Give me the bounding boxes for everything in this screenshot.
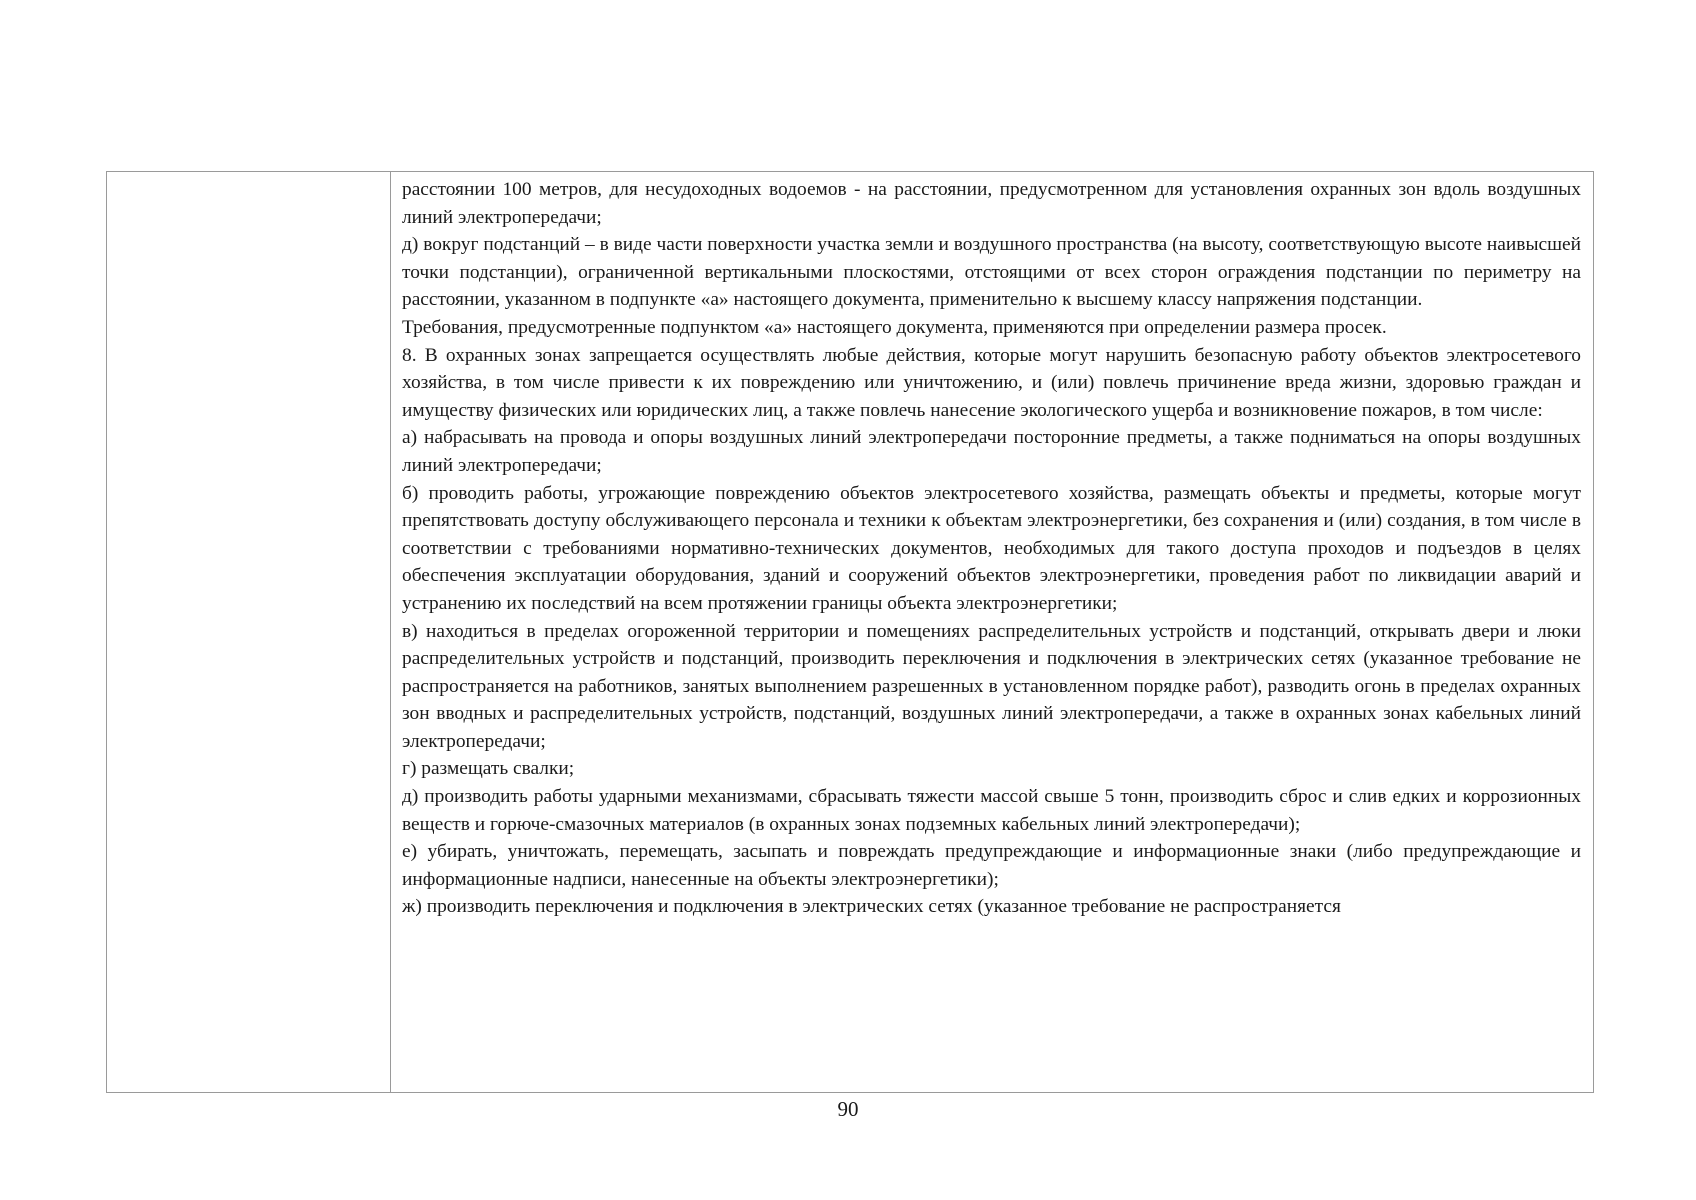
paragraph-item-d-substations: д) вокруг подстанций – в виде части поверхности участка земли и воздушного пространства (на высоту, соответствующую высоте наивысшей точки подстанции), ограниченной вертикальными плоскостями, отстоящими от всех сторон ограждения подстанции по периметру на расстоянии, указанном в подпункте «а» настоящего документа, применительно к высшему классу напряжения подстанции. [402,234,1581,311]
paragraph-item-b: б) проводить работы, угрожающие повреждению объектов электросетевого хозяйства, размещать объекты и предметы, которые могут препятствовать доступу обслуживающего персонала и техники к объектам электроэнергетики, без сохранения и (или) создания, в том числе в соответствии с требованиями нормативно-технических документов, необходимых для такого доступа проходов и подъездов в целях обеспечения эксплуатации оборудования, зданий и сооружений объектов электроэнергетики, проведения работ по ликвидации аварий и устранению их последствий на всем протяжении границы объекта электроэнергетики; [402,482,1581,614]
table-left-column [107,172,391,1092]
table-right-column [391,172,1593,1092]
paragraph-item-d-works: д) производить работы ударными механизмами, сбрасывать тяжести массой свыше 5 тонн, производить сброс и слив едких и коррозионных веществ и горюче-смазочных материалов (в охранных зонах подземных кабельных линий электропередачи); [402,786,1581,835]
document-table [106,171,1594,1093]
paragraph-item-zh: ж) производить переключения и подключения в электрических сетях (указанное требование не распространяется [402,896,1341,918]
paragraph-continuation: расстоянии 100 метров, для несудоходных водоемов - на расстоянии, предусмотренном для установления охранных зон вдоль воздушных линий электропередачи; [402,179,1581,228]
page-number: 90 [837,1097,859,1121]
paragraph-requirements-clearings: Требования, предусмотренные подпунктом «а» настоящего документа, применяются при определении размера просек. [402,316,1387,338]
paragraph-item-g: г) размещать свалки; [402,758,575,780]
paragraph-item-e: е) убирать, уничтожать, перемещать, засыпать и повреждать предупреждающие и информационные знаки (либо предупреждающие и информационные надписи, нанесенные на объекты электроэнергетики); [402,841,1581,890]
paragraph-section-8: 8. В охранных зонах запрещается осуществлять любые действия, которые могут нарушить безопасную работу объектов электросетевого хозяйства, в том числе привести к их повреждению или уничтожению, и (или) повлечь причинение вреда жизни, здоровью граждан и имуществу физических или юридических лиц, а также повлечь нанесение экологического ущерба и возникновение пожаров, в том числе: [402,344,1581,421]
paragraph-item-v: в) находиться в пределах огороженной территории и помещениях распределительных устройств и подстанций, открывать двери и люки распределительных устройств и подстанций, производить переключения и подключения в электрических сетях (указанное требование не распространяется на работников, занятых выполнением разрешенных в установленном порядке работ), разводить огонь в пределах охранных зон вводных и распределительных устройств, подстанций, воздушных линий электропередачи, а также в охранных зонах кабельных линий электропередачи; [402,620,1581,752]
paragraph-item-a: а) набрасывать на провода и опоры воздушных линий электропередачи посторонние предметы, а также подниматься на опоры воздушных линий электропередачи; [402,427,1581,476]
